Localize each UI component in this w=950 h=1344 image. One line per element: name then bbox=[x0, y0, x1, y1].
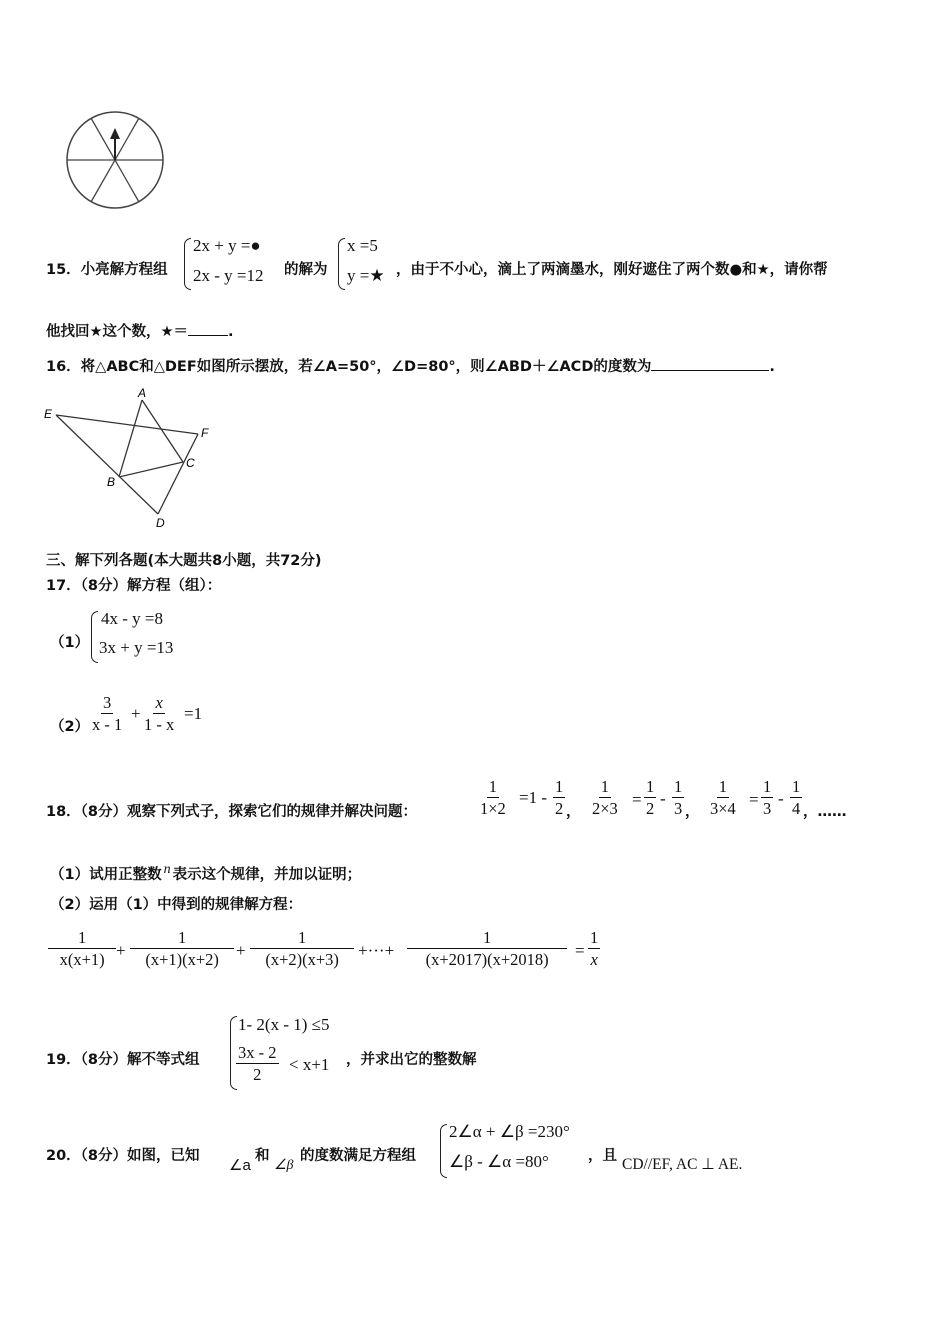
q18-e3-eq: = bbox=[749, 790, 759, 809]
q15-mid: 的解为 bbox=[284, 262, 328, 278]
q18-e3-b-den: 4 bbox=[792, 799, 801, 818]
q15-end: . bbox=[228, 324, 234, 340]
edge-F-D bbox=[158, 434, 198, 514]
q18-e1-rhs-frac bbox=[553, 777, 565, 818]
q18-e1-den: 1×2 bbox=[480, 799, 506, 818]
q15-system2-brace bbox=[338, 238, 345, 290]
q19-f-den: 2 bbox=[253, 1065, 262, 1084]
q20-alpha: ∠a bbox=[229, 1157, 251, 1174]
q19-title: 19．（8分）解不等式组 bbox=[46, 1052, 200, 1068]
q18-big-rhs-num: 1 bbox=[590, 928, 599, 947]
q18-e1-frac bbox=[478, 777, 508, 818]
q18-big-f2-den: (x+1)(x+2) bbox=[145, 950, 219, 969]
edge-E-D bbox=[56, 415, 158, 514]
q18-e2-minus: - bbox=[660, 789, 666, 808]
q18-e2-eq: = bbox=[632, 790, 642, 809]
q18-e3-a-frac bbox=[761, 777, 773, 818]
q15-system2-line2: y =★ bbox=[347, 266, 385, 285]
q18-e1-num: 1 bbox=[488, 777, 498, 796]
q18-e3-den: 3×4 bbox=[710, 799, 736, 818]
q20-line1: 2∠α + ∠β =230° bbox=[449, 1122, 570, 1141]
q18-s1-var: n bbox=[163, 862, 171, 877]
label-B: B bbox=[107, 475, 116, 489]
q17-p2-label: （2） bbox=[50, 719, 90, 735]
q20-relation-line bbox=[622, 1155, 742, 1175]
q15-answer-blank bbox=[188, 335, 228, 336]
q17-p2-f2-num: x bbox=[155, 693, 163, 712]
q18-big-f3-num: 1 bbox=[250, 928, 354, 949]
q18-big-f2-num: 1 bbox=[130, 928, 234, 949]
q20-end: . bbox=[738, 1156, 743, 1173]
q18-e3-a-num: 1 bbox=[763, 777, 772, 796]
q18-e1-r-num: 1 bbox=[555, 777, 564, 796]
section-heading: 三、解下列各题(本大题共8小题，共72分) bbox=[46, 553, 322, 569]
spinner-arrow-icon bbox=[110, 128, 120, 139]
q20-relation: CD//EF, AC ⊥ AE bbox=[622, 1156, 739, 1173]
q18-e3-frac bbox=[708, 777, 738, 818]
label-F: F bbox=[201, 426, 209, 440]
q18-big-rhs-den: x bbox=[590, 950, 598, 969]
q18-big-dots: +···+ bbox=[358, 941, 395, 960]
q18-ellipsis: ，…… bbox=[803, 804, 847, 820]
q15-system1-line2: 2x - y =12 bbox=[193, 266, 264, 285]
q16-text-line bbox=[46, 357, 775, 377]
q18-big-f1-den: x(x+1) bbox=[59, 950, 105, 969]
label-C: C bbox=[186, 456, 195, 470]
q15-line2 bbox=[46, 322, 234, 342]
q18-big-frac4 bbox=[407, 928, 567, 969]
q16-answer-blank bbox=[651, 370, 769, 371]
q17-p2-fraction1 bbox=[90, 693, 124, 734]
q17-p1-brace bbox=[91, 611, 98, 663]
q18-e2-a-num: 1 bbox=[646, 777, 655, 796]
q20-title: 20．（8分）如图，已知 bbox=[46, 1148, 200, 1164]
q18-comma1: ， bbox=[566, 804, 581, 820]
q18-s1-line bbox=[50, 860, 361, 885]
q18-big-frac1 bbox=[48, 928, 116, 969]
q18-big-plus2: + bbox=[236, 941, 246, 960]
q17-p2-fraction2 bbox=[142, 693, 176, 734]
q18-e2-b-den: 3 bbox=[674, 799, 683, 818]
q20-and: 和 bbox=[255, 1148, 270, 1164]
q18-s1: （1）试用正整数 bbox=[50, 866, 162, 883]
q17-p2-f1-den: x - 1 bbox=[92, 715, 123, 734]
edge-A-B bbox=[119, 400, 142, 477]
label-A: A bbox=[138, 386, 147, 400]
q19-tail: ，并求出它的整数解 bbox=[346, 1052, 477, 1068]
q15-system2-line1: x =5 bbox=[347, 236, 378, 255]
q17-title: 17．（8分）解方程（组）： bbox=[46, 578, 222, 594]
q17-p2-rhs: =1 bbox=[184, 704, 203, 723]
q15-system1-brace bbox=[184, 238, 191, 290]
triangles-figure bbox=[40, 382, 230, 532]
q18-title: 18．（8分）观察下列式子，探索它们的规律并解决问题： bbox=[46, 804, 418, 820]
q18-e2-a-frac bbox=[644, 777, 656, 818]
q20-tail: ，且 bbox=[588, 1148, 617, 1164]
q18-e2-num: 1 bbox=[600, 777, 610, 796]
edge-B-C bbox=[119, 462, 183, 477]
q16-text: 16．将△ABC和△DEF如图所示摆放，若∠A=50°，∠D=80°，则∠ABD＋∠ACD的度数为 bbox=[46, 359, 652, 375]
q18-e2-frac bbox=[590, 777, 620, 818]
q18-e2-a-den: 2 bbox=[646, 799, 655, 818]
q15-suffix: ，由于不小心，滴上了两滴墨水，刚好遮住了两个数●和★，请你帮 bbox=[396, 262, 828, 278]
q19-fraction bbox=[236, 1043, 279, 1084]
q18-s1-tail: 表示这个规律，并加以证明； bbox=[172, 866, 362, 883]
q18-e3-b-frac bbox=[790, 777, 802, 818]
q18-big-f3-den: (x+2)(x+3) bbox=[265, 950, 339, 969]
q17-p1-label: （1） bbox=[50, 635, 90, 651]
q18-big-frac2 bbox=[130, 928, 234, 969]
q15-system1-line1: 2x + y =● bbox=[193, 236, 261, 255]
q18-big-rhs bbox=[588, 928, 600, 969]
q18-big-f1-num: 1 bbox=[48, 928, 116, 949]
q18-comma2: ， bbox=[685, 804, 700, 820]
q15-prefix: 15．小亮解方程组 bbox=[46, 262, 168, 278]
q20-beta: ∠β bbox=[274, 1158, 294, 1173]
q18-big-f4-num: 1 bbox=[407, 928, 567, 949]
q19-rhs: < x+1 bbox=[289, 1055, 330, 1074]
q20-brace bbox=[440, 1124, 447, 1178]
q17-p2-f1-num: 3 bbox=[103, 693, 112, 712]
spinner-figure bbox=[60, 110, 170, 215]
q15-line2-text: 他找回★这个数，★＝ bbox=[46, 324, 188, 340]
q17-p2-f2-den: 1 - x bbox=[144, 715, 175, 734]
q18-big-eq: = bbox=[575, 941, 585, 960]
q18-e1-r-den: 2 bbox=[555, 799, 564, 818]
q18-big-frac3 bbox=[250, 928, 354, 969]
q18-e3-minus: - bbox=[778, 789, 784, 808]
q17-p1-line2: 3x + y =13 bbox=[99, 638, 174, 657]
label-D: D bbox=[156, 516, 165, 530]
q20-line2: ∠β - ∠α =80° bbox=[449, 1152, 549, 1171]
q16-end: . bbox=[769, 359, 775, 375]
q18-big-plus1: + bbox=[116, 941, 126, 960]
q18-s2: （2）运用（1）中得到的规律解方程： bbox=[50, 897, 303, 913]
q18-big-f4-den: (x+2017)(x+2018) bbox=[425, 950, 549, 969]
q18-e2-b-frac bbox=[672, 777, 684, 818]
q18-e2-den: 2×3 bbox=[592, 799, 618, 818]
q18-e1-mid: =1 - bbox=[519, 788, 547, 807]
q19-line1: 1- 2(x - 1) ≤5 bbox=[238, 1015, 330, 1034]
q18-e3-num: 1 bbox=[718, 777, 728, 796]
q17-p2-plus: + bbox=[131, 704, 141, 723]
q19-f-num: 3x - 2 bbox=[238, 1043, 277, 1062]
q18-e3-a-den: 3 bbox=[763, 799, 772, 818]
q18-e3-b-num: 1 bbox=[792, 777, 801, 796]
label-E: E bbox=[44, 407, 53, 421]
q17-p1-line1: 4x - y =8 bbox=[101, 609, 163, 628]
q18-e2-b-num: 1 bbox=[674, 777, 683, 796]
edge-E-F bbox=[56, 415, 198, 434]
q20-mid: 的度数满足方程组 bbox=[300, 1148, 416, 1164]
